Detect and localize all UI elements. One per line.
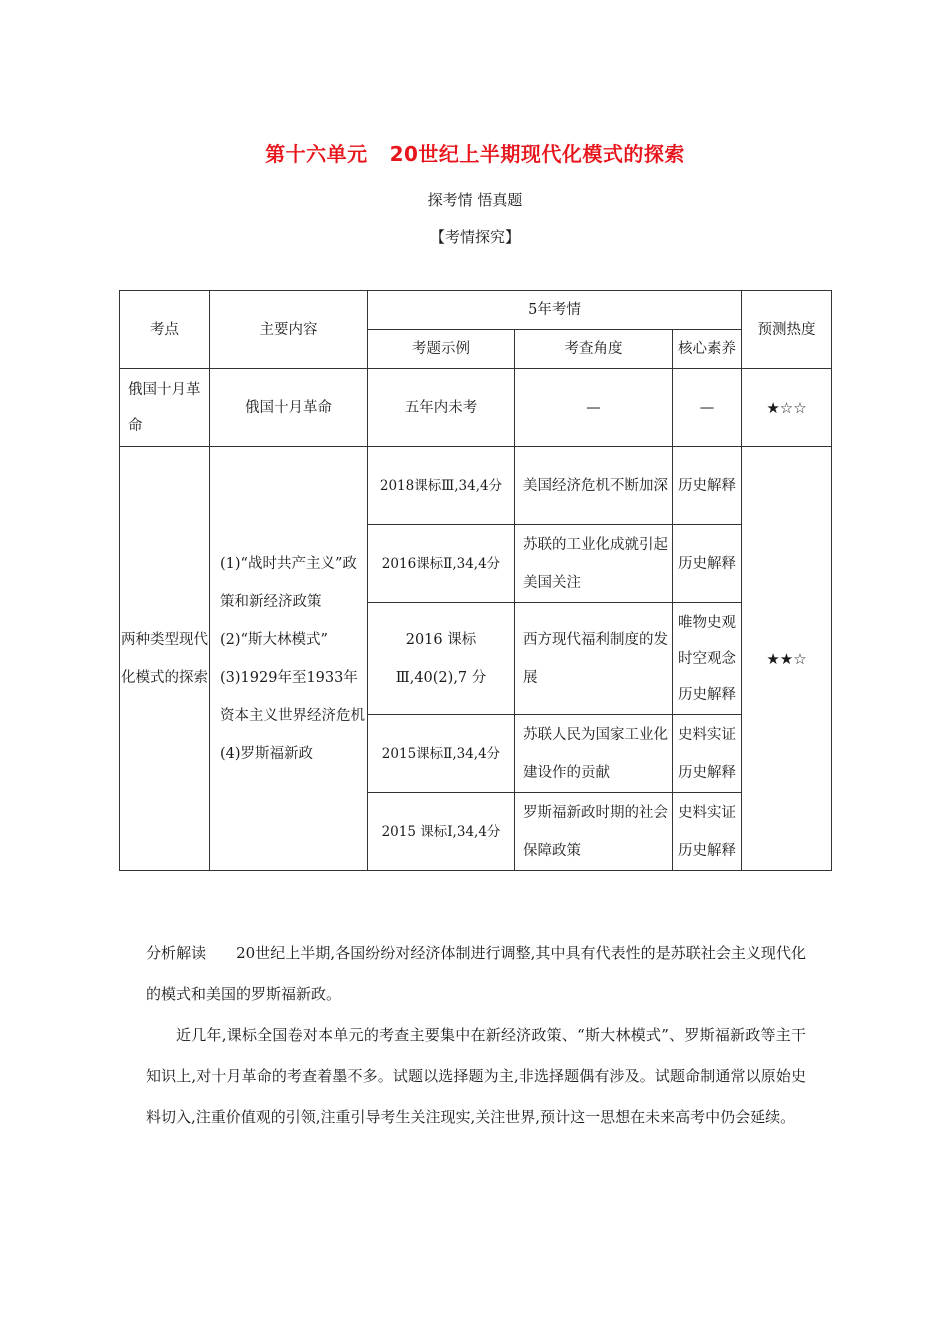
header-five-year: 5年考情 <box>368 291 742 330</box>
row2-example-2: 2016课标Ⅱ,34,4分 <box>368 525 515 603</box>
header-forecast: 预测热度 <box>742 291 832 369</box>
header-kaodian: 考点 <box>120 291 210 369</box>
header-angle: 考查角度 <box>515 330 673 369</box>
row2-example-4: 2015课标Ⅱ,34,4分 <box>368 715 515 793</box>
row2-stars: ★★☆ <box>742 447 832 871</box>
page-title <box>0 138 950 167</box>
row2-angle-2: 苏联的工业化成就引起美国关注 <box>515 525 673 603</box>
row2-angle-5: 罗斯福新政时期的社会保障政策 <box>515 793 673 871</box>
row2-literacy-3: 唯物史观 时空观念 历史解释 <box>673 603 742 715</box>
row1-stars: ★☆☆ <box>742 369 832 447</box>
row2-example-3: 2016 课标Ⅲ,40(2),7 分 <box>368 603 515 715</box>
unit-number: 第十六单元 <box>265 142 368 166</box>
exam-analysis-table <box>119 290 832 871</box>
row2-literacy-4: 史料实证 历史解释 <box>673 715 742 793</box>
analysis-paragraph-2: 近几年,课标全国卷对本单元的考查主要集中在新经济政策、“斯大林模式”、罗斯福新政等主干知识上,对十月革命的考查着墨不多。试题以选择题为主,非选择题偶有涉及。试题命制通常以原始史料切入,注重价值观的引领,注重引导考生关注现实,关注世界,预计这一思想在未来高考中仍会延续。 <box>146 1026 806 1126</box>
row2-example-1: 2018课标Ⅲ,34,4分 <box>368 447 515 525</box>
row2-literacy-1: 历史解释 <box>673 447 742 525</box>
row2-literacy-2: 历史解释 <box>673 525 742 603</box>
row2-content: (1)“战时共产主义”政策和新经济政策 (2)“斯大林模式” (3)1929年至1933年资本主义世界经济危机 (4)罗斯福新政 <box>210 447 368 871</box>
row2-kaodian: 两种类型现代 化模式的探索 <box>120 447 210 871</box>
header-example: 考题示例 <box>368 330 515 369</box>
row2-example-5: 2015 课标Ⅰ,34,4分 <box>368 793 515 871</box>
unit-name: 20世纪上半期现代化模式的探索 <box>389 142 685 166</box>
header-literacy: 核心素养 <box>673 330 742 369</box>
row2-literacy-5: 史料实证 历史解释 <box>673 793 742 871</box>
analysis-text-1: 20世纪上半期,各国纷纷对经济体制进行调整,其中具有代表性的是苏联社会主义现代化的模式和美国的罗斯福新政。 <box>146 944 806 1003</box>
analysis-paragraph-1 <box>146 933 806 1015</box>
row2-angle-1: 美国经济危机不断加深 <box>515 447 673 525</box>
header-content: 主要内容 <box>210 291 368 369</box>
row1-example: 五年内未考 <box>368 369 515 447</box>
row1-content: 俄国十月革命 <box>210 369 368 447</box>
row1-literacy: — <box>673 369 742 447</box>
page-subtitle: 探考情 悟真题 <box>427 191 523 209</box>
row2-angle-3: 西方现代福利制度的发展 <box>515 603 673 715</box>
analysis-label: 分析解读 <box>146 944 207 962</box>
row1-angle: — <box>515 369 673 447</box>
row2-angle-4: 苏联人民为国家工业化建设作的贡献 <box>515 715 673 793</box>
row1-kaodian: 俄国十月革命 <box>120 369 210 447</box>
section-heading: 【考情探究】 <box>429 228 520 246</box>
